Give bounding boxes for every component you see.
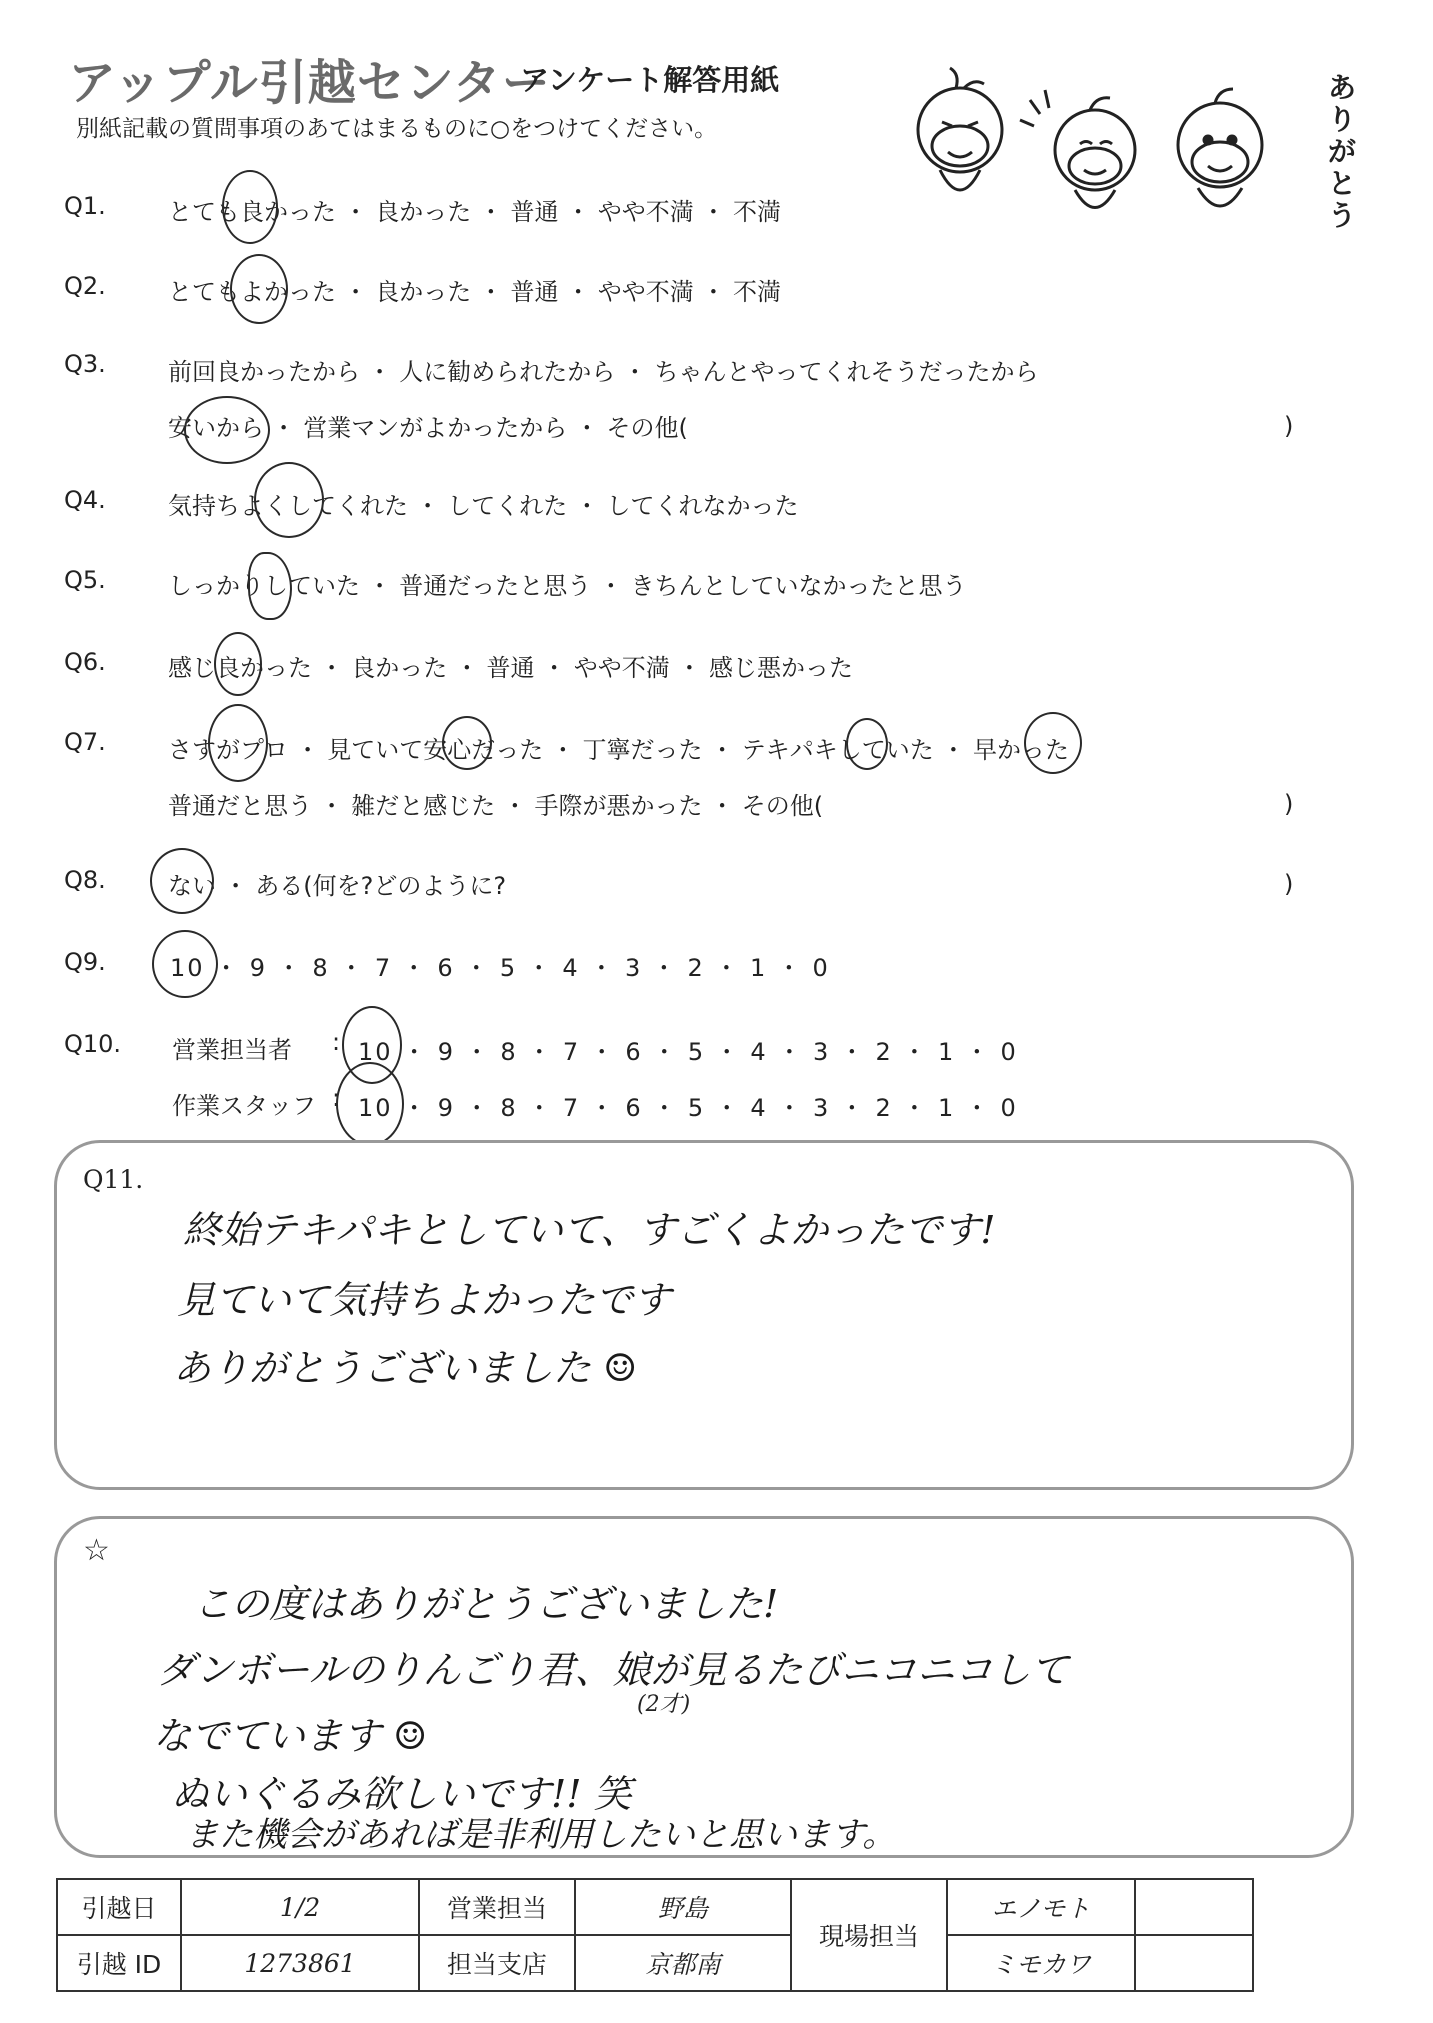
site-rep-value-1[interactable]: エノモト [947, 1879, 1135, 1935]
q8-answer-circle [150, 848, 214, 914]
q10-sales-colon: : [332, 1028, 341, 1056]
move-date-value[interactable]: 1/2 [181, 1879, 419, 1935]
q7-options-line2[interactable]: 普通だと思う ・ 雑だと感じた ・ 手際が悪かった ・ その他( [168, 792, 824, 820]
q10-sales-label: 営業担当者 [172, 1036, 292, 1064]
q10-staff-label: 作業スタッフ [172, 1092, 316, 1120]
q2-label: Q2. [64, 272, 106, 300]
footer-info-table [56, 1878, 1254, 1992]
q11-line-2: 見ていて気持ちよかったです [177, 1278, 672, 1322]
free-comment-star-label: ☆ [83, 1533, 110, 1568]
q2-options[interactable]: とてもよかった ・ 良かった ・ 普通 ・ やや不満 ・ 不満 [168, 278, 782, 306]
q9-label: Q9. [64, 948, 106, 976]
sales-rep-value[interactable]: 野島 [575, 1879, 791, 1935]
q11-label: Q11. [83, 1165, 144, 1194]
move-date-label: 引越日 [57, 1879, 181, 1935]
site-rep-extra-cell-2[interactable] [1135, 1935, 1253, 1991]
q8-label: Q8. [64, 866, 106, 894]
branch-value[interactable]: 京都南 [575, 1935, 791, 1991]
q10-staff-scale[interactable]: 10 ・ 9 ・ 8 ・ 7 ・ 6 ・ 5 ・ 4 ・ 3 ・ 2 ・ 1 ・ 0 [358, 1094, 1018, 1122]
q5-label: Q5. [64, 566, 106, 594]
q10-sales-scale[interactable]: 10 ・ 9 ・ 8 ・ 7 ・ 6 ・ 5 ・ 4 ・ 3 ・ 2 ・ 1 ・ 0 [358, 1038, 1018, 1066]
q11-line-1: 終始テキパキとしていて、すごくよかったです! [183, 1208, 996, 1252]
q3-options-line1[interactable]: 前回良かったから ・ 人に勧められたから ・ ちゃんとやってくれそうだったから [168, 358, 1039, 386]
free-comment-box[interactable] [54, 1516, 1354, 1858]
q10-staff-answer-circle [336, 1062, 404, 1146]
q11-comment-box[interactable] [54, 1140, 1354, 1490]
q9-answer-circle [152, 930, 218, 998]
move-id-value[interactable]: 1273861 [181, 1935, 419, 1991]
q4-options[interactable]: 気持ちよくしてくれた ・ してくれた ・ してくれなかった [168, 492, 799, 520]
free-comment-line-1: この度はありがとうございました! [193, 1582, 779, 1626]
free-comment-line-2: ダンボールのりんごり君、娘が見るたびニコニコして [157, 1648, 1069, 1692]
q1-answer-circle [222, 170, 278, 244]
q3-options-line2[interactable]: 安いから ・ 営業マンがよかったから ・ その他( [168, 414, 688, 442]
mascot-thanks-text: ありがとう [1328, 71, 1357, 232]
branch-label: 担当支店 [419, 1935, 575, 1991]
q3-answer-circle [184, 396, 270, 464]
site-rep-extra-cell-1[interactable] [1135, 1879, 1253, 1935]
q3-label: Q3. [64, 350, 106, 378]
q6-answer-circle [214, 632, 262, 696]
q1-label: Q1. [64, 192, 106, 220]
q7-answer-circle-pro [208, 704, 268, 782]
instruction-text: 別紙記載の質問事項のあてはまるものに○をつけてください。 [76, 116, 718, 142]
q9-scale[interactable]: 10 ・ 9 ・ 8 ・ 7 ・ 6 ・ 5 ・ 4 ・ 3 ・ 2 ・ 1 ・ 0 [170, 954, 830, 982]
q3-close-paren: ) [1284, 412, 1294, 440]
free-comment-line-3: なでています ☺ [153, 1714, 428, 1758]
free-comment-age-note: (2才) [637, 1692, 691, 1717]
q5-options[interactable]: しっかりしていた ・ 普通だったと思う ・ きちんとしていなかったと思う [168, 572, 967, 600]
q10-staff-colon: : [332, 1084, 341, 1112]
site-rep-value-2[interactable]: ミモカワ [947, 1935, 1135, 1991]
q7-answer-circle-tekipaki [846, 718, 888, 770]
q4-label: Q4. [64, 486, 106, 514]
q7-answer-circle-anshin [442, 716, 492, 770]
mascot-monkeys-icon [880, 60, 1360, 230]
q1-options[interactable]: とても良かった ・ 良かった ・ 普通 ・ やや不満 ・ 不満 [168, 198, 782, 226]
q7-answer-circle-hayakatta [1024, 712, 1082, 774]
q8-close-paren: ) [1284, 870, 1294, 898]
form-title: アップル引越センター [68, 55, 551, 111]
move-id-label: 引越 ID [57, 1935, 181, 1991]
q5-answer-circle [248, 552, 292, 620]
free-comment-line-4: ぬいぐるみ欲しいです!! 笑 [171, 1772, 632, 1816]
site-rep-label: 現場担当 [791, 1879, 947, 1991]
q4-answer-circle [254, 462, 324, 538]
q2-answer-circle [230, 254, 288, 324]
q7-close-paren: ) [1284, 790, 1294, 818]
sales-rep-label: 営業担当 [419, 1879, 575, 1935]
free-comment-line-5: また機会があれば是非利用したいと思います。 [185, 1815, 897, 1855]
q7-label: Q7. [64, 728, 106, 756]
form-subtitle: アンケート解答用紙 [520, 63, 780, 97]
mascot-illustration [880, 60, 1360, 230]
q10-label: Q10. [64, 1030, 122, 1058]
q6-label: Q6. [64, 648, 106, 676]
q7-options-line1[interactable]: さすがプロ ・ 見ていて安心だった ・ 丁寧だった ・ テキパキしていた ・ 早かった [168, 736, 1070, 764]
q11-line-3: ありがとうございました ☺ [173, 1346, 638, 1390]
q8-options[interactable]: ない ・ ある(何を?どのように? [168, 872, 507, 900]
q6-options[interactable]: 感じ良かった ・ 良かった ・ 普通 ・ やや不満 ・ 感じ悪かった [168, 654, 854, 682]
